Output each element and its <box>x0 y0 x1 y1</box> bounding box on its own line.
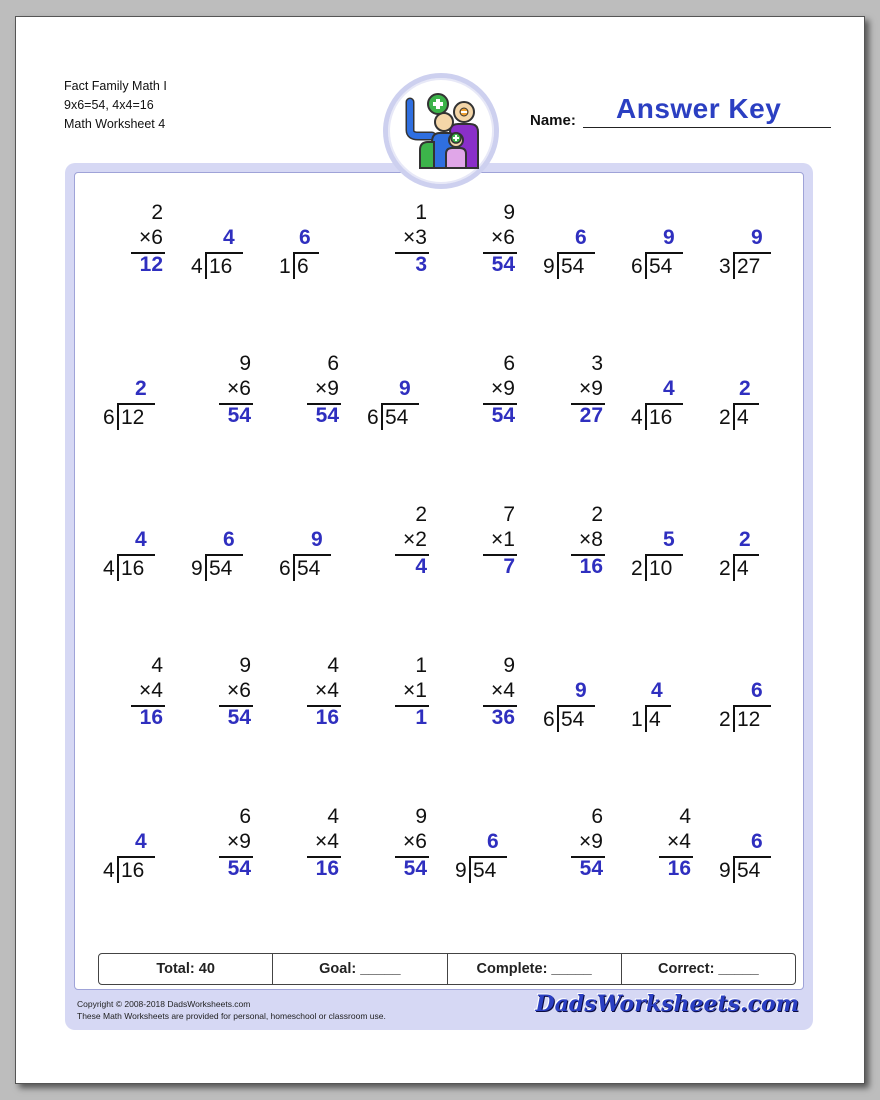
product-answer: 27 <box>579 404 603 427</box>
multiplicand: 6 <box>503 352 515 375</box>
multiplicand: 9 <box>503 201 515 224</box>
division-bar <box>733 554 759 556</box>
worksheet-title: Fact Family Math I <box>64 79 167 93</box>
division-bar <box>117 856 155 858</box>
division-bracket <box>733 856 735 883</box>
quotient-answer: 4 <box>135 528 147 551</box>
dividend: 54 <box>297 557 321 580</box>
quotient-answer: 9 <box>311 528 323 551</box>
answer-key-label: Answer Key <box>616 93 782 124</box>
division-bracket <box>205 252 207 279</box>
multiplicand: 9 <box>415 805 427 828</box>
multiplication-problem <box>183 352 271 472</box>
dividend: 54 <box>385 406 409 429</box>
dividend: 54 <box>473 859 497 882</box>
multiplicand: 6 <box>239 805 251 828</box>
multiplier: ×4 <box>667 830 691 853</box>
multiplier: ×9 <box>579 830 603 853</box>
divisor: 4 <box>191 255 203 278</box>
dividend: 16 <box>209 255 233 278</box>
multiplication-problem <box>271 805 359 925</box>
quotient-answer: 9 <box>751 226 763 249</box>
division-bracket <box>205 554 207 581</box>
multiplicand: 7 <box>503 503 515 526</box>
multiplier: ×6 <box>139 226 163 249</box>
quotient-answer: 6 <box>751 679 763 702</box>
division-bar <box>733 403 759 405</box>
product-answer: 16 <box>315 857 339 880</box>
division-bar <box>645 554 683 556</box>
multiplier: ×1 <box>491 528 515 551</box>
divisor: 6 <box>279 557 291 580</box>
division-bracket <box>733 554 735 581</box>
multiplication-problem <box>447 654 535 774</box>
problem-grid <box>75 173 803 963</box>
division-bar <box>293 252 319 254</box>
copyright-notice <box>77 998 386 1022</box>
quotient-answer: 5 <box>663 528 675 551</box>
multiplicand: 3 <box>591 352 603 375</box>
brand-logo[interactable]: DadsWorksheets.com <box>535 991 799 1017</box>
multiplication-problem <box>95 201 183 321</box>
complete-cell: Complete: _____ <box>448 954 622 984</box>
multiplication-problem <box>271 654 359 774</box>
product-answer: 54 <box>491 253 515 276</box>
quotient-answer: 6 <box>751 830 763 853</box>
multiplication-problem <box>447 352 535 472</box>
multiplier: ×2 <box>403 528 427 551</box>
divisor: 4 <box>103 859 115 882</box>
division-problem <box>711 503 799 623</box>
product-answer: 16 <box>579 555 603 578</box>
division-problem <box>183 201 271 321</box>
product-answer: 54 <box>227 857 251 880</box>
name-underline <box>583 127 831 128</box>
division-problem <box>95 805 183 925</box>
goal-cell: Goal: _____ <box>273 954 447 984</box>
dividend: 16 <box>121 557 145 580</box>
multiplicand: 9 <box>503 654 515 677</box>
division-bar <box>117 554 155 556</box>
product-answer: 16 <box>667 857 691 880</box>
division-problem <box>711 805 799 925</box>
multiplier: ×4 <box>315 830 339 853</box>
product-answer: 36 <box>491 706 515 729</box>
multiplier: ×6 <box>491 226 515 249</box>
quotient-answer: 4 <box>223 226 235 249</box>
quotient-answer: 6 <box>575 226 587 249</box>
multiplicand: 6 <box>591 805 603 828</box>
division-bracket <box>293 554 295 581</box>
division-bracket <box>733 403 735 430</box>
divisor: 9 <box>455 859 467 882</box>
division-problem <box>359 352 447 472</box>
multiplier: ×3 <box>403 226 427 249</box>
multiplier: ×9 <box>315 377 339 400</box>
quotient-answer: 9 <box>663 226 675 249</box>
divisor: 6 <box>367 406 379 429</box>
quotient-answer: 2 <box>739 528 751 551</box>
multiplicand: 6 <box>327 352 339 375</box>
multiplication-problem <box>535 352 623 472</box>
multiplication-problem <box>535 805 623 925</box>
fact-family-logo-icon <box>383 73 499 189</box>
problems-panel <box>74 172 804 990</box>
multiplication-problem <box>183 805 271 925</box>
division-problem <box>271 503 359 623</box>
division-problem <box>711 352 799 472</box>
dividend: 54 <box>561 255 585 278</box>
division-problem <box>447 805 535 925</box>
division-bar <box>645 705 671 707</box>
quotient-answer: 6 <box>299 226 311 249</box>
division-bar <box>733 705 771 707</box>
product-answer: 54 <box>227 404 251 427</box>
dividend: 12 <box>737 708 761 731</box>
quotient-answer: 6 <box>223 528 235 551</box>
multiplication-problem <box>359 503 447 623</box>
division-bar <box>557 705 595 707</box>
multiplicand: 2 <box>415 503 427 526</box>
score-table <box>98 953 796 985</box>
division-problem <box>623 503 711 623</box>
product-answer: 54 <box>315 404 339 427</box>
dividend: 27 <box>737 255 761 278</box>
division-bracket <box>557 705 559 732</box>
division-bar <box>293 554 331 556</box>
division-bracket <box>733 705 735 732</box>
multiplication-problem <box>359 805 447 925</box>
divisor: 2 <box>631 557 643 580</box>
division-problem <box>623 201 711 321</box>
dividend: 16 <box>649 406 673 429</box>
multiplicand: 2 <box>151 201 163 224</box>
quotient-answer: 4 <box>663 377 675 400</box>
divisor: 1 <box>631 708 643 731</box>
multiplier: ×4 <box>139 679 163 702</box>
copyright-line: Copyright © 2008-2018 DadsWorksheets.com <box>77 999 251 1009</box>
correct-cell: Correct: _____ <box>658 961 759 977</box>
worksheet-page <box>15 16 865 1084</box>
product-answer: 7 <box>503 555 515 578</box>
multiplication-problem <box>535 503 623 623</box>
multiplicand: 4 <box>679 805 691 828</box>
quotient-answer: 2 <box>135 377 147 400</box>
division-bar <box>205 252 243 254</box>
product-answer: 4 <box>415 555 427 578</box>
multiplicand: 9 <box>239 654 251 677</box>
division-problem <box>711 654 799 774</box>
dividend: 6 <box>297 255 309 278</box>
divisor: 2 <box>719 708 731 731</box>
division-bracket <box>117 856 119 883</box>
multiplicand: 4 <box>327 805 339 828</box>
usage-line: These Math Worksheets are provided for personal, homeschool or classroom use. <box>77 1011 386 1021</box>
multiplier: ×6 <box>403 830 427 853</box>
multiplicand: 4 <box>327 654 339 677</box>
division-bracket <box>117 403 119 430</box>
quotient-answer: 4 <box>135 830 147 853</box>
dividend: 54 <box>561 708 585 731</box>
multiplication-problem <box>623 805 711 925</box>
division-problem <box>271 201 359 321</box>
division-problem <box>623 654 711 774</box>
worksheet-subtitle: 9x6=54, 4x4=16 <box>64 98 154 112</box>
name-field <box>530 93 832 129</box>
multiplier: ×8 <box>579 528 603 551</box>
divisor: 4 <box>631 406 643 429</box>
divisor: 9 <box>191 557 203 580</box>
dividend: 4 <box>737 557 749 580</box>
dividend: 12 <box>121 406 145 429</box>
total-cell: Total: 40 <box>99 954 273 984</box>
product-answer: 3 <box>415 253 427 276</box>
division-bracket <box>117 554 119 581</box>
multiplication-problem <box>447 503 535 623</box>
division-bar <box>557 252 595 254</box>
division-bracket <box>645 403 647 430</box>
multiplicand: 4 <box>151 654 163 677</box>
division-bar <box>733 856 771 858</box>
divisor: 2 <box>719 557 731 580</box>
product-answer: 54 <box>403 857 427 880</box>
divisor: 2 <box>719 406 731 429</box>
dividend: 16 <box>121 859 145 882</box>
divisor: 1 <box>279 255 291 278</box>
division-bracket <box>733 252 735 279</box>
quotient-answer: 6 <box>487 830 499 853</box>
division-bar <box>645 403 683 405</box>
multiplier: ×9 <box>227 830 251 853</box>
multiplier: ×6 <box>227 377 251 400</box>
dividend: 54 <box>737 859 761 882</box>
dividend: 54 <box>209 557 233 580</box>
multiplication-problem <box>447 201 535 321</box>
division-bar <box>205 554 243 556</box>
multiplicand: 1 <box>415 654 427 677</box>
product-answer: 12 <box>139 253 163 276</box>
dividend: 54 <box>649 255 673 278</box>
division-bar <box>733 252 771 254</box>
product-answer: 54 <box>579 857 603 880</box>
divisor: 6 <box>631 255 643 278</box>
name-label: Name: <box>530 112 576 129</box>
multiplicand: 2 <box>591 503 603 526</box>
multiplier: ×9 <box>491 377 515 400</box>
division-problem <box>535 201 623 321</box>
product-answer: 16 <box>139 706 163 729</box>
worksheet-number: Math Worksheet 4 <box>64 117 166 131</box>
product-answer: 54 <box>491 404 515 427</box>
quotient-answer: 9 <box>399 377 411 400</box>
divisor: 6 <box>103 406 115 429</box>
division-problem <box>711 201 799 321</box>
division-bar <box>469 856 507 858</box>
quotient-answer: 9 <box>575 679 587 702</box>
division-bracket <box>645 705 647 732</box>
division-bar <box>645 252 683 254</box>
divisor: 6 <box>543 708 555 731</box>
multiplier: ×1 <box>403 679 427 702</box>
division-bar <box>381 403 419 405</box>
division-bar <box>117 403 155 405</box>
division-bracket <box>645 554 647 581</box>
multiplication-problem <box>359 654 447 774</box>
dividend: 10 <box>649 557 673 580</box>
product-answer: 1 <box>415 706 427 729</box>
multiplier: ×6 <box>227 679 251 702</box>
divisor: 3 <box>719 255 731 278</box>
dividend: 4 <box>649 708 661 731</box>
multiplication-problem <box>271 352 359 472</box>
division-bracket <box>293 252 295 279</box>
quotient-answer: 4 <box>651 679 663 702</box>
division-problem <box>183 503 271 623</box>
divisor: 9 <box>543 255 555 278</box>
multiplication-problem <box>183 654 271 774</box>
product-answer: 54 <box>227 706 251 729</box>
product-answer: 16 <box>315 706 339 729</box>
divisor: 9 <box>719 859 731 882</box>
worksheet-header <box>64 77 167 134</box>
multiplier: ×9 <box>579 377 603 400</box>
multiplier: ×4 <box>491 679 515 702</box>
division-bracket <box>557 252 559 279</box>
dividend: 4 <box>737 406 749 429</box>
multiplication-problem <box>359 201 447 321</box>
divisor: 4 <box>103 557 115 580</box>
multiplication-problem <box>95 654 183 774</box>
division-problem <box>95 352 183 472</box>
quotient-answer: 2 <box>739 377 751 400</box>
division-problem <box>535 654 623 774</box>
multiplicand: 9 <box>239 352 251 375</box>
division-bracket <box>381 403 383 430</box>
division-bracket <box>645 252 647 279</box>
problems-frame <box>65 163 813 1030</box>
division-bracket <box>469 856 471 883</box>
multiplicand: 1 <box>415 201 427 224</box>
division-problem <box>623 352 711 472</box>
multiplier: ×4 <box>315 679 339 702</box>
division-problem <box>95 503 183 623</box>
